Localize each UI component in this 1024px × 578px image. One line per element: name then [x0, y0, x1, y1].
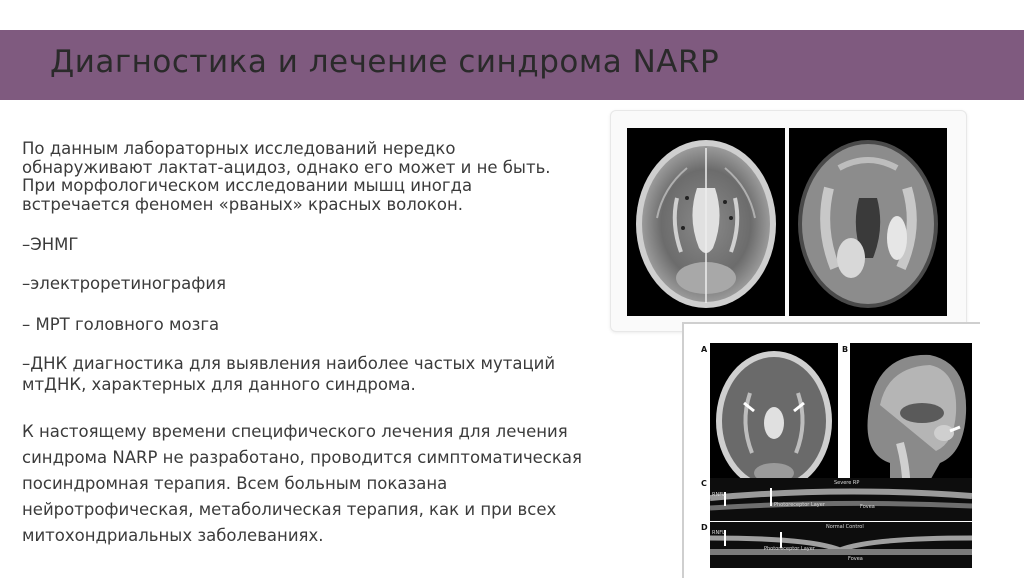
slide-title: Диагностика и лечение синдрома NARP: [50, 44, 720, 80]
oct-c-fovea-label: Fovea: [860, 504, 875, 510]
mri-oct-figure-2: [682, 322, 980, 578]
oct-scan-normal-control: [710, 522, 972, 568]
bullet-dna: –ДНК диагностика для выявления наиболее частых мутаций мтДНК, характерных для данного синдрома.: [22, 354, 556, 394]
intro-paragraph: По данным лабораторных исследований нередко обнаруживают лактат-ацидоз, однако его может и не быть. При морфологическом исследовании мышц иногда встречается феномен «рваных» красных волокон.: [22, 139, 551, 214]
oct-d-caption: Normal Control: [826, 524, 864, 530]
bullet-mri: – МРТ головного мозга: [22, 315, 220, 334]
panel-label-b: B: [842, 345, 849, 354]
mri-dwi-axial-image: [789, 128, 947, 316]
oct-d-rnfl-label: RNFL: [712, 530, 725, 536]
mri-axial-t2-panel-a: [710, 343, 838, 498]
oct-c-layer-label: Photoreceptor Layer: [774, 502, 825, 508]
panel-label-a: A: [701, 345, 708, 354]
bullet-enmg: –ЭНМГ: [22, 235, 79, 254]
title-band: [0, 30, 1024, 100]
oct-scan-severe-rp: [710, 478, 972, 521]
mri-sagittal-panel-b: [850, 343, 972, 498]
mri-t2-axial-image: [627, 128, 785, 316]
oct-d-fovea-label: Fovea: [848, 556, 863, 562]
panel-label-d: D: [701, 523, 708, 532]
mri-figure-1: [610, 110, 967, 332]
oct-c-caption: Severe RP: [834, 480, 860, 486]
treatment-paragraph: К настоящему времени специфического лечения для лечения синдрома NARP не разработано, проводится симптоматическая посиндромная терапия. Всем больным показана нейротрофическая, метаболическая терапия, как и при всех митохондриальных заболеваниях.: [22, 422, 582, 545]
bullet-erg: –электроретинография: [22, 274, 227, 293]
oct-d-layer-label: Photoreceptor Layer: [764, 546, 815, 552]
oct-c-rnfl-label: RNFL: [712, 492, 725, 498]
panel-label-c: C: [701, 479, 707, 488]
